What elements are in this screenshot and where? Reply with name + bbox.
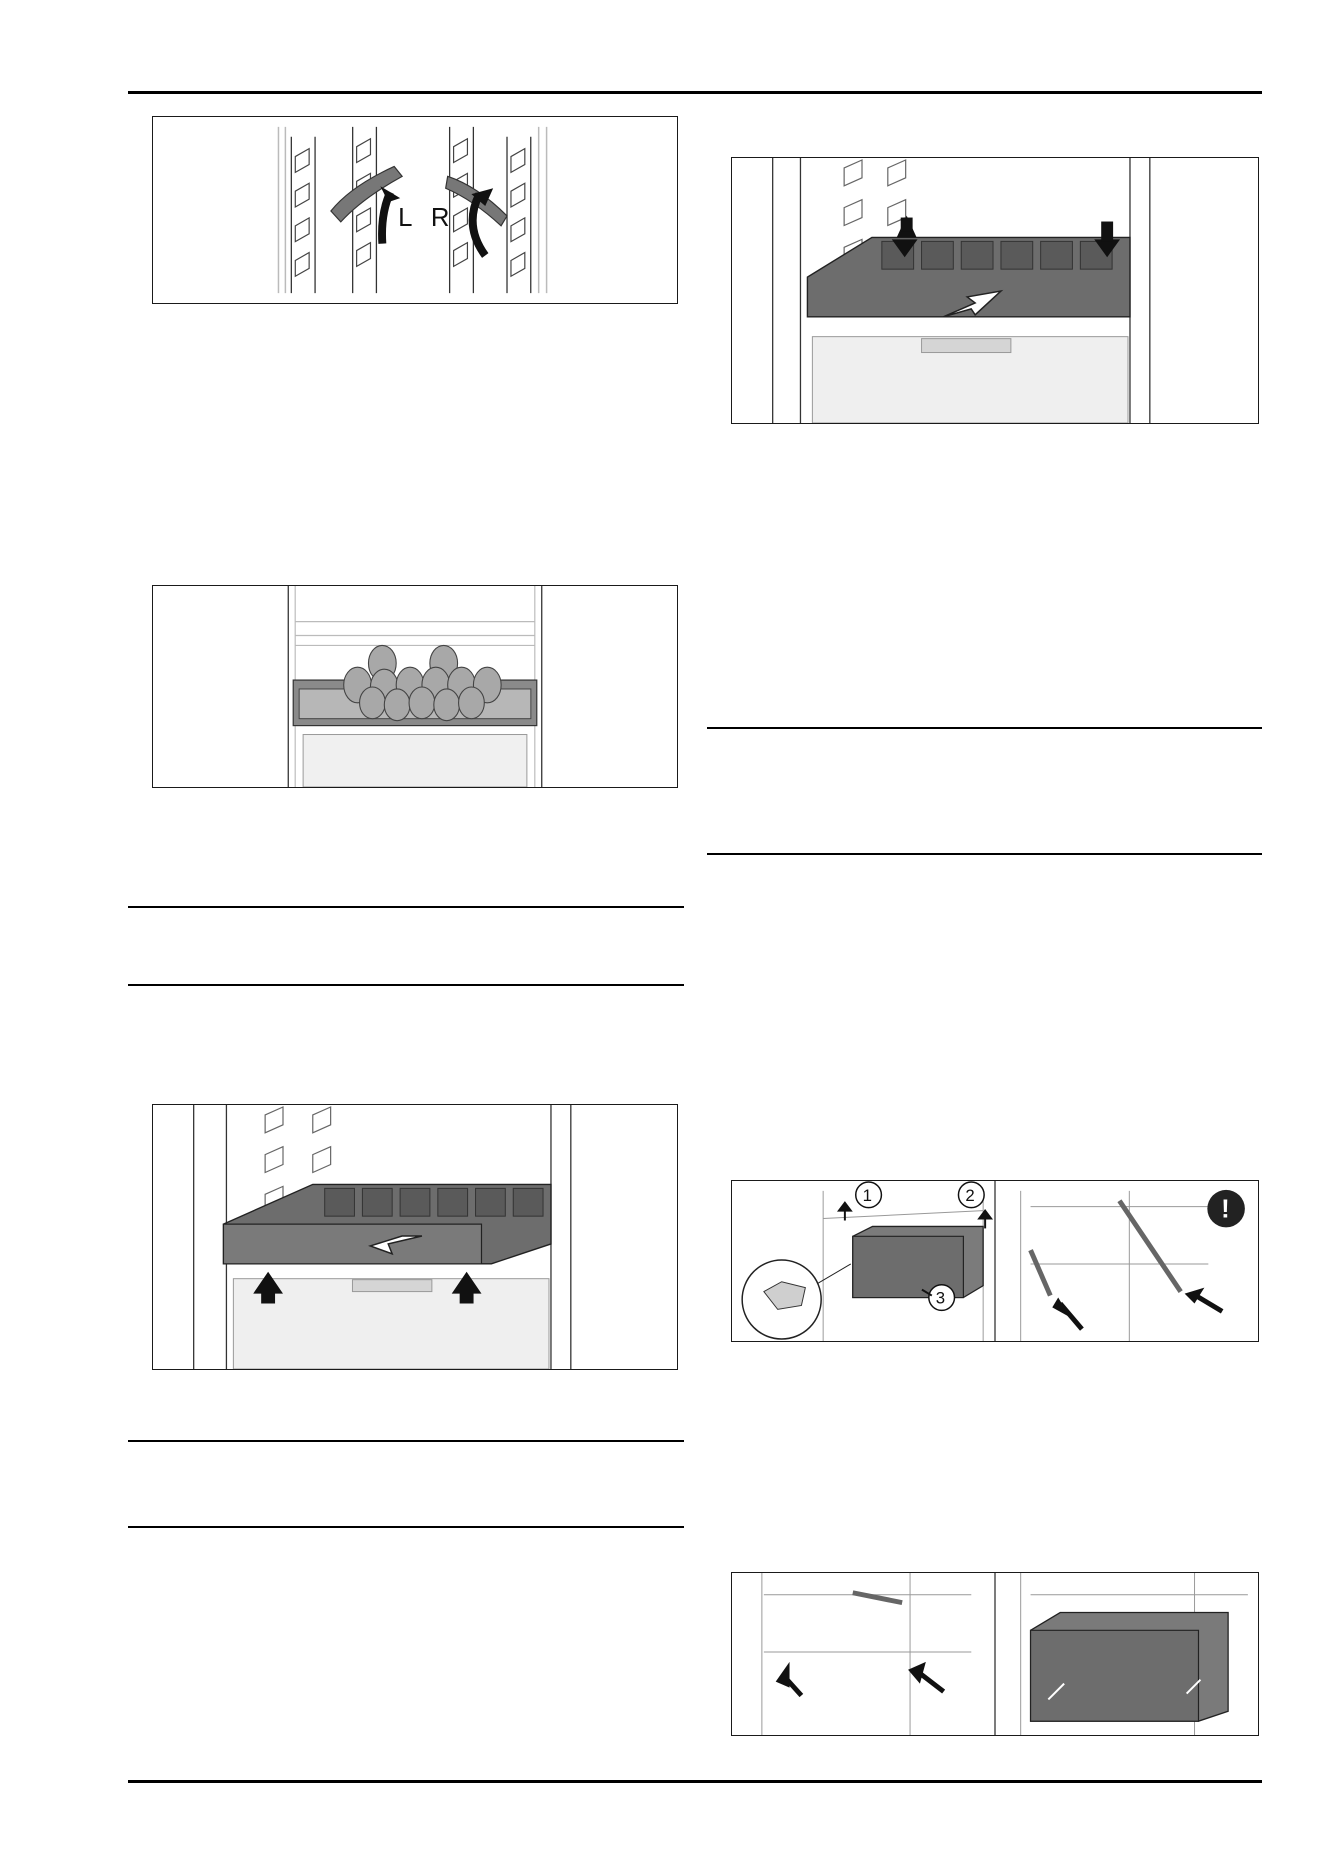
figure-drawer-insertion bbox=[731, 1572, 1259, 1736]
warning-glyph: ! bbox=[1221, 1195, 1230, 1224]
figure-bottle-rack bbox=[152, 585, 678, 788]
section-rule-right-2 bbox=[707, 853, 1262, 855]
warning-icon bbox=[1207, 1190, 1245, 1228]
footer-rule bbox=[128, 1780, 1262, 1783]
section-rule-right-1 bbox=[707, 727, 1262, 729]
label-left: L bbox=[398, 203, 413, 232]
section-rule-left-4 bbox=[128, 1526, 684, 1528]
step-2-label: 2 bbox=[965, 1185, 975, 1205]
figure-shelf-removal bbox=[152, 1104, 678, 1370]
figure-shelf-insertion bbox=[731, 157, 1259, 424]
step-1-label: 1 bbox=[862, 1185, 872, 1205]
header-rule bbox=[128, 91, 1262, 94]
figure-shelf-holders bbox=[152, 116, 678, 304]
section-rule-left-3 bbox=[128, 1440, 684, 1442]
step-3-label: 3 bbox=[935, 1288, 946, 1308]
section-rule-left-1 bbox=[128, 906, 684, 908]
label-right: R bbox=[430, 203, 450, 232]
figure-drawer-removal bbox=[731, 1180, 1259, 1342]
section-rule-left-2 bbox=[128, 984, 684, 986]
